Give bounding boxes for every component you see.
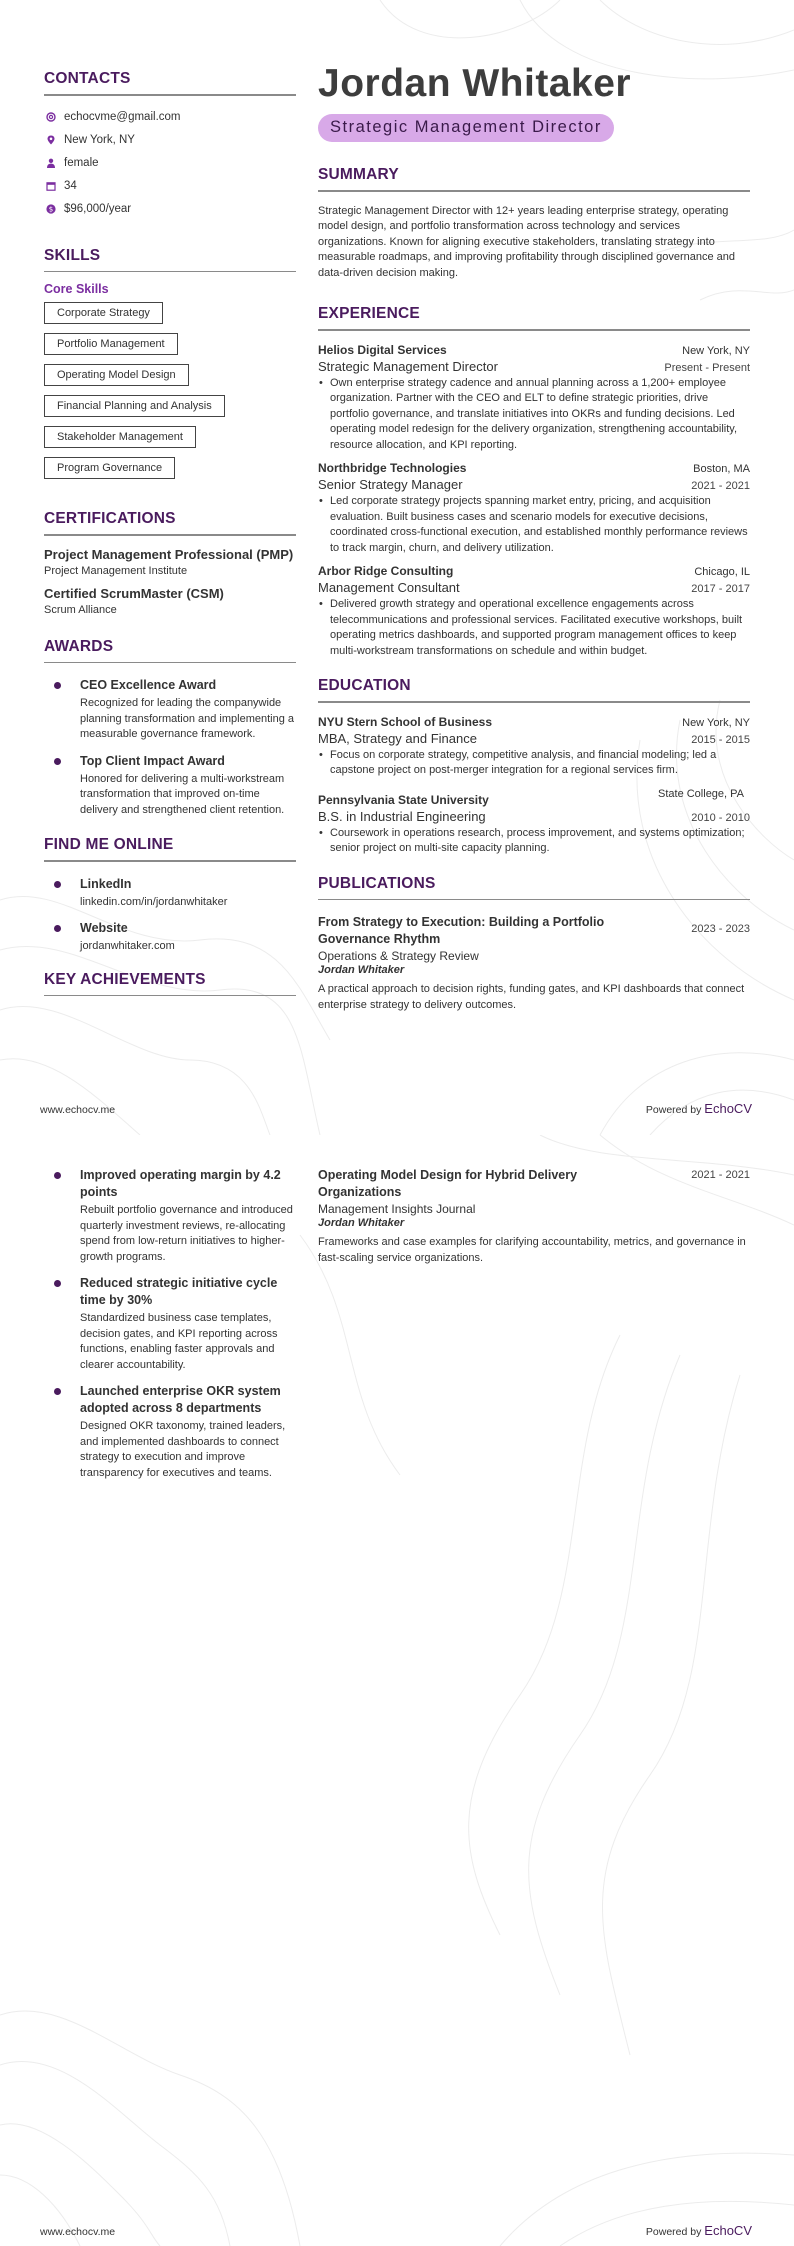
education-item [318, 787, 750, 857]
experience-item [318, 564, 750, 659]
employer-name: Helios Digital Services [318, 342, 447, 357]
achievement-title: Improved operating margin by 4.2 points [80, 1168, 281, 1199]
achievement-item [44, 1167, 296, 1265]
contact-age-text: 34 [64, 180, 77, 192]
publication-author: Jordan Whitaker [318, 964, 405, 976]
footer-powered-by [646, 1101, 752, 1116]
award-item [44, 753, 296, 819]
experience-heading: EXPERIENCE [318, 305, 420, 322]
publication-dates: 2023 - 2023 [691, 923, 750, 935]
school-name: NYU Stern School of Business [318, 714, 493, 729]
skill-tag: Financial Planning and Analysis [44, 395, 225, 417]
contact-age [44, 175, 296, 198]
powered-by-label: Powered by [645, 1104, 702, 1116]
linkedin-link[interactable]: linkedin.com/in/jordanwhitaker [80, 895, 228, 908]
school-location: New York, NY [682, 716, 750, 729]
contact-gender [44, 152, 296, 175]
job-description: • Led corporate strategy projects spanning market entry, pricing, and acquisition evaluation. Built business cases and scenario models for executive decisions, coordinated cross-functional execution, and established monthly performance reviews to track margin, churn, and delivery utilization. [318, 494, 750, 556]
person-icon [46, 158, 56, 168]
online-title: LinkedIn [80, 876, 132, 891]
award-title: Top Client Impact Award [80, 753, 225, 768]
summary-heading: SUMMARY [318, 166, 399, 183]
achievements-section-header [44, 971, 296, 997]
experience-item [318, 343, 750, 454]
achievement-item [44, 1383, 296, 1481]
employer-location: Boston, MA [693, 463, 750, 475]
awards-section [44, 638, 296, 819]
education-description: • Coursework in operations research, process improvement, and systems optimization; senior project on multi-site capacity planning. [318, 826, 750, 857]
achievements-heading: KEY ACHIEVEMENTS [44, 970, 206, 988]
publication-publisher: Management Insights Journal [318, 1202, 476, 1216]
contact-location-text: New York, NY [64, 134, 135, 146]
contact-email-text: echocvme@gmail.com [64, 111, 181, 123]
achievement-description: Rebuilt portfolio governance and introduced quarterly investment reviews, re-allocating spend from low-return initiatives to higher-growth programs. [80, 1204, 293, 1263]
left-column [44, 70, 296, 1006]
publication-title: Operating Model Design for Hybrid Delivery Organizations [318, 1168, 578, 1199]
publication-author: Jordan Whitaker [318, 1217, 405, 1229]
summary-section [318, 166, 750, 281]
achievement-item [44, 1275, 296, 1373]
certifications-section [44, 510, 296, 616]
candidate-name: Jordan Whitaker [318, 62, 632, 105]
right-column [318, 62, 750, 1013]
publication-description: Frameworks and case examples for clarifying accountability, metrics, and governance in fast-scaling service organizations. [318, 1236, 746, 1264]
skills-section [44, 247, 296, 489]
award-description: Recognized for leading the companywide planning transformation and implementing a measurable governance framework. [80, 697, 295, 740]
school-name: Pennsylvania State University [318, 792, 489, 807]
section-divider [44, 995, 296, 997]
certification-item [44, 585, 296, 616]
publication-description: A practical approach to decision rights, funding gates, and KPI dashboards that connect enterprise strategy to delivery outcomes. [318, 983, 745, 1011]
footer-powered-by [646, 2223, 752, 2238]
certification-name: Certified ScrumMaster (CSM) [44, 585, 224, 601]
employer-name: Arbor Ridge Consulting [318, 564, 454, 578]
job-description: • Delivered growth strategy and operational excellence engagements across telecommunications and professional services. Facilitated executive workshops, built operating metrics dashboards, and supported program management offices to keep multi-workstream transformations on schedule and within budget. [318, 597, 750, 659]
education-section [318, 677, 750, 857]
job-description: • Own enterprise strategy cadence and annual planning across a 1,200+ employee organization. Partner with the CEO and ELT to define strategic priorities, drive portfolio governance, and translate initiatives into OKRs and funding decisions. Led operating model redesign for the delivery organization, strengthening accountability, resource allocation, and KPI reporting. [318, 376, 750, 454]
achievement-description: Designed OKR taxonomy, trained leaders, and implemented dashboards to connect strategy to execution and improve transparency for executives and teams. [80, 1420, 286, 1479]
location-icon [46, 135, 56, 145]
section-divider [318, 190, 750, 192]
publication-dates: 2021 - 2021 [691, 1169, 750, 1181]
contacts-heading: CONTACTS [44, 70, 131, 87]
job-role: Management Consultant [318, 580, 460, 595]
website-link[interactable]: jordanwhitaker.com [80, 940, 175, 952]
certification-org: Scrum Alliance [44, 603, 117, 616]
education-dates: 2015 - 2015 [691, 733, 750, 746]
contact-email[interactable] [44, 106, 296, 129]
contact-location [44, 129, 296, 152]
skill-tag: Program Governance [44, 457, 175, 479]
skills-heading: SKILLS [44, 246, 101, 264]
achievement-description: Standardized business case templates, decision gates, and KPI reporting across functions, enabling faster approvals and clearer accountability. [80, 1312, 278, 1371]
certification-org: Project Management Institute [44, 564, 188, 577]
job-dates: 2017 - 2017 [691, 583, 750, 595]
online-item [44, 920, 296, 955]
contact-gender-text: female [64, 157, 99, 169]
publication-item [318, 914, 750, 1013]
publication-title: From Strategy to Execution: Building a Portfolio Governance Rhythm [318, 915, 605, 946]
section-divider [318, 329, 750, 331]
section-divider [44, 271, 296, 273]
certifications-heading: CERTIFICATIONS [44, 510, 176, 527]
skill-tag: Stakeholder Management [44, 426, 196, 448]
job-title-badge: Strategic Management Director [318, 114, 614, 142]
education-description: • Focus on corporate strategy, competitive analysis, and financial modeling; led a capstone project on post-merger integration for a regional services firm. [318, 748, 750, 779]
employer-location: Chicago, IL [694, 566, 750, 578]
certification-item [44, 546, 296, 577]
employer-location: New York, NY [682, 344, 750, 357]
section-divider [44, 534, 296, 536]
contacts-section [44, 70, 296, 221]
calendar-icon [46, 181, 56, 191]
publication-item [318, 1167, 750, 1266]
achievement-title: Reduced strategic initiative cycle time by 30% [80, 1276, 278, 1307]
degree: B.S. in Industrial Engineering [318, 808, 486, 824]
skill-list [44, 302, 296, 488]
award-description: Honored for delivering a multi-workstream transformation that improved on-time delivery and strengthened client retention. [80, 772, 285, 816]
online-item [44, 876, 296, 911]
section-divider [318, 701, 750, 703]
section-divider [318, 899, 750, 901]
core-skills-subheading: Core Skills [44, 282, 109, 296]
degree: MBA, Strategy and Finance [318, 730, 477, 746]
powered-by-label: Powered by [645, 2226, 702, 2238]
achievement-title: Launched enterprise OKR system adopted across 8 departments [80, 1384, 281, 1415]
publication-publisher: Operations & Strategy Review [318, 949, 479, 963]
contact-salary [44, 198, 296, 221]
awards-heading: AWARDS [44, 637, 114, 655]
publications-heading: PUBLICATIONS [318, 874, 436, 892]
resume-page-2 [0, 1135, 794, 2246]
job-dates: Present - Present [664, 361, 750, 374]
experience-section [318, 305, 750, 659]
section-divider [44, 662, 296, 664]
online-title: Website [80, 921, 128, 935]
achievements-section [44, 1167, 296, 1491]
employer-name: Northbridge Technologies [318, 461, 467, 475]
footer-site-link[interactable]: www.echocv.me [40, 2226, 116, 2238]
skill-tag: Portfolio Management [44, 333, 178, 355]
job-role: Strategic Management Director [318, 358, 498, 374]
brand-logo-text: EchoCV [704, 1101, 752, 1116]
certification-name: Project Management Professional (PMP) [44, 546, 294, 562]
skill-tag: Operating Model Design [44, 364, 189, 386]
online-heading: FIND ME ONLINE [44, 836, 174, 853]
contact-salary-text: $96,000/year [64, 203, 132, 215]
job-dates: 2021 - 2021 [691, 480, 750, 492]
award-title: CEO Excellence Award [80, 678, 217, 692]
footer-site-link[interactable]: www.echocv.me [40, 1104, 116, 1116]
email-icon [46, 112, 56, 122]
section-divider [44, 860, 296, 862]
education-item [318, 715, 750, 779]
award-item [44, 677, 296, 743]
skill-tag: Corporate Strategy [44, 302, 163, 324]
brand-logo-text: EchoCV [704, 2223, 752, 2238]
school-location: State College, PA [658, 787, 745, 800]
section-divider [44, 94, 296, 96]
experience-item [318, 461, 750, 556]
summary-text: Strategic Management Director with 12+ years leading enterprise strategy, operating model design, and portfolio transformation across technology and services organizations. Known for aligning executive stakeholders, translating strategy into measurable roadmaps, and improving profitability through disciplined governance and data-driven decision making. [318, 204, 736, 279]
education-dates: 2010 - 2010 [691, 811, 750, 824]
salary-icon [46, 204, 56, 214]
education-heading: EDUCATION [318, 677, 411, 694]
job-role: Senior Strategy Manager [318, 477, 463, 492]
publications-section [318, 875, 750, 1014]
online-section [44, 836, 296, 955]
publications-continued [318, 1167, 750, 1266]
svg-text:$: $ [48, 205, 54, 214]
